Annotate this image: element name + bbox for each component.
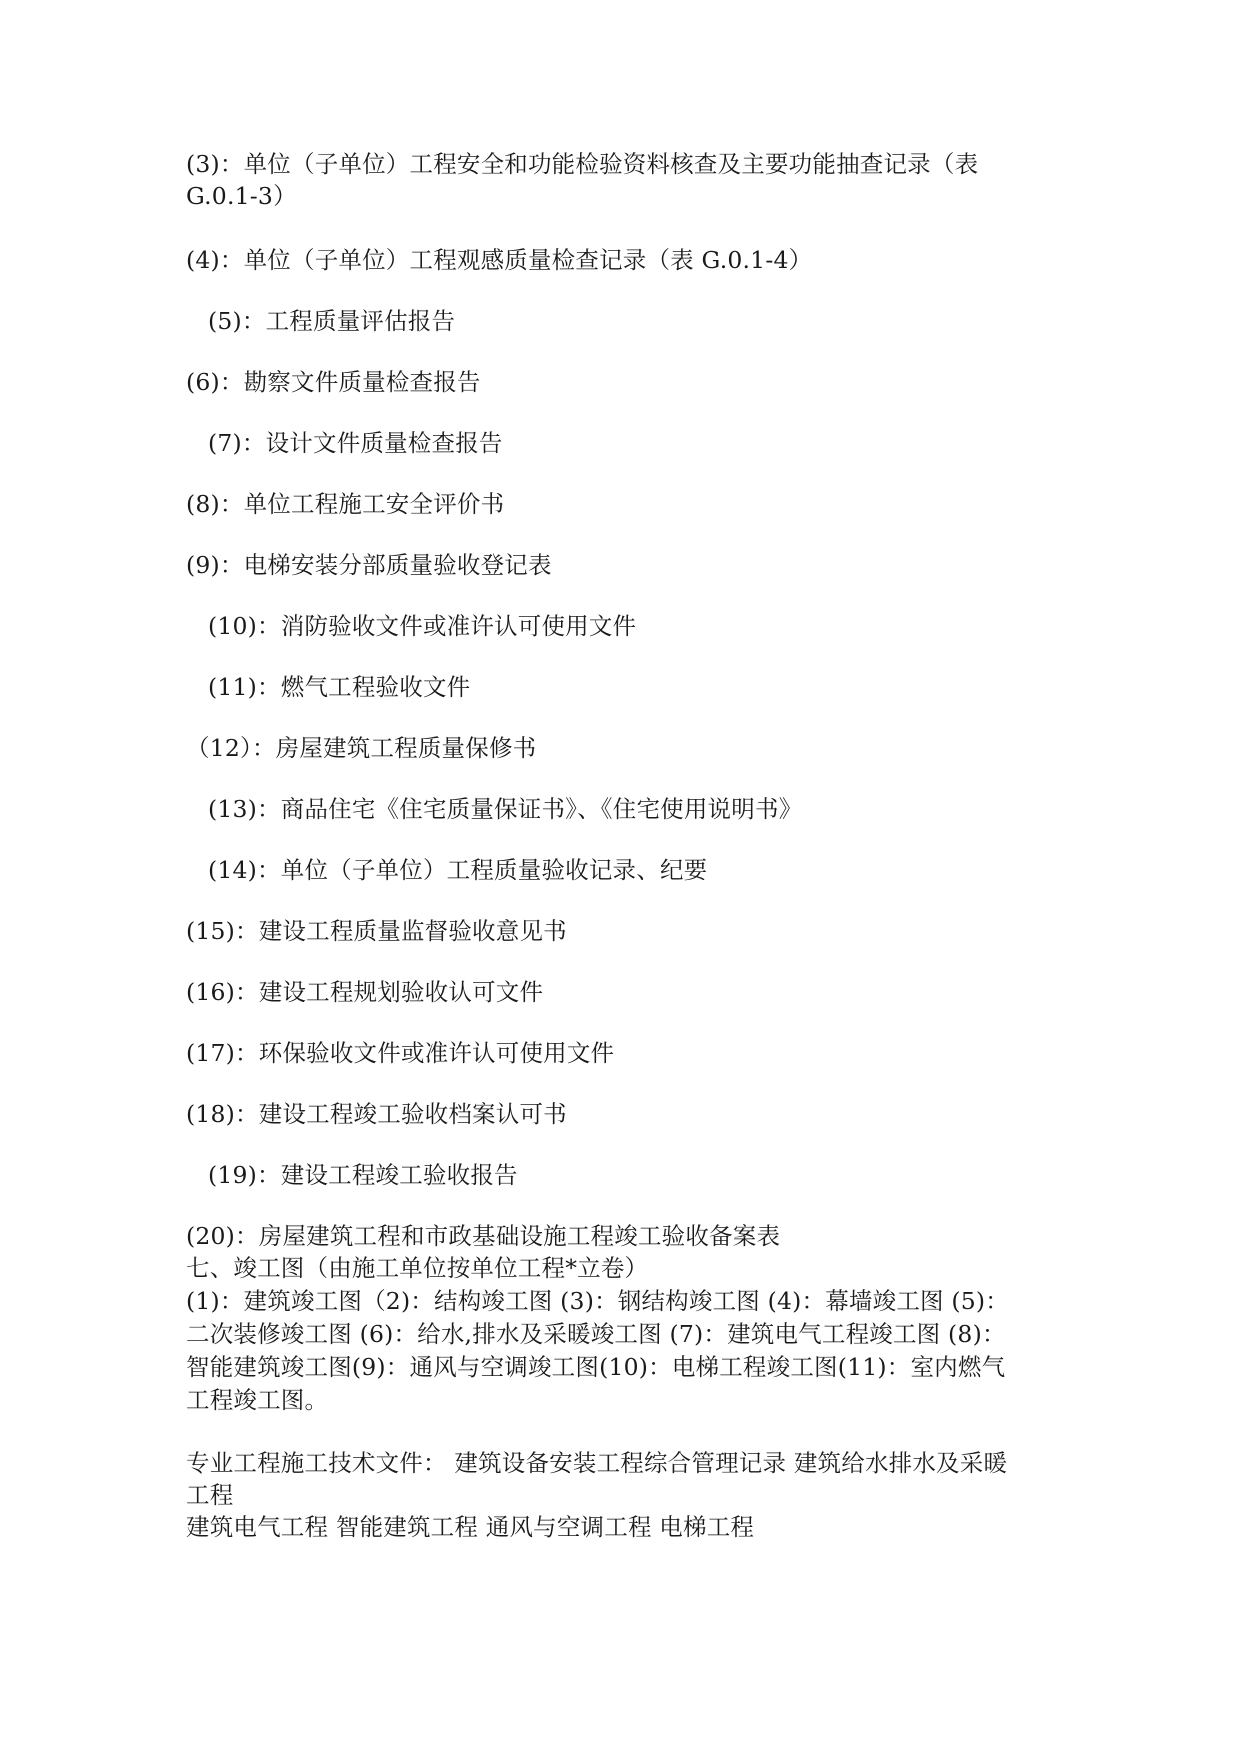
item-14: (14)：单位（子单位）工程质量验收记录、纪要 — [208, 856, 708, 884]
drawings-line-3: 智能建筑竣工图(9)：通风与空调竣工图(10)：电梯工程竣工图(11)：室内燃气 — [186, 1353, 1006, 1381]
item-6: (6)：勘察文件质量检查报告 — [186, 368, 481, 396]
item-8: (8)：单位工程施工安全评价书 — [186, 490, 505, 518]
item-10: (10)：消防验收文件或准许认可使用文件 — [208, 612, 637, 640]
item-16: (16)：建设工程规划验收认可文件 — [186, 978, 544, 1006]
item-7: (7)：设计文件质量检查报告 — [208, 429, 503, 457]
item-15: (15)：建设工程质量监督验收意见书 — [186, 917, 567, 945]
item-18: (18)：建设工程竣工验收档案认可书 — [186, 1100, 567, 1128]
item-12: （12）：房屋建筑工程质量保修书 — [186, 734, 537, 762]
item-19: (19)：建设工程竣工验收报告 — [208, 1161, 518, 1189]
specialty-docs-line-3: 建筑电气工程 智能建筑工程 通风与空调工程 电梯工程 — [186, 1513, 755, 1541]
item-20: (20)：房屋建筑工程和市政基础设施工程竣工验收备案表 — [186, 1222, 781, 1250]
item-3-line-2: G.0.1-3） — [186, 182, 297, 210]
item-3-line-1: (3)：单位（子单位）工程安全和功能检验资料核查及主要功能抽查记录（表 — [186, 150, 979, 178]
item-13: (13)：商品住宅《住宅质量保证书》、《住宅使用说明书》 — [208, 795, 803, 823]
item-11: (11)：燃气工程验收文件 — [208, 673, 471, 701]
specialty-docs-line-1: 专业工程施工技术文件： 建筑设备安装工程综合管理记录 建筑给水排水及采暖 — [186, 1449, 1008, 1477]
item-17: (17)：环保验收文件或准许认可使用文件 — [186, 1039, 615, 1067]
item-4: (4)：单位（子单位）工程观感质量检查记录（表 G.0.1-4） — [186, 246, 813, 274]
drawings-line-1: (1)：建筑竣工图（2)：结构竣工图 (3)：钢结构竣工图 (4)：幕墙竣工图 (5)： — [186, 1287, 1009, 1315]
drawings-line-4: 工程竣工图。 — [186, 1386, 329, 1414]
specialty-docs-line-2: 工程 — [186, 1481, 234, 1509]
item-9: (9)：电梯安装分部质量验收登记表 — [186, 551, 552, 579]
item-5: (5)：工程质量评估报告 — [208, 307, 456, 335]
section-heading-as-built-drawings: 七、竣工图（由施工单位按单位工程*立卷） — [186, 1254, 649, 1282]
drawings-line-2: 二次装修竣工图 (6)：给水,排水及采暖竣工图 (7)：建筑电气工程竣工图 (8)： — [186, 1320, 1006, 1348]
